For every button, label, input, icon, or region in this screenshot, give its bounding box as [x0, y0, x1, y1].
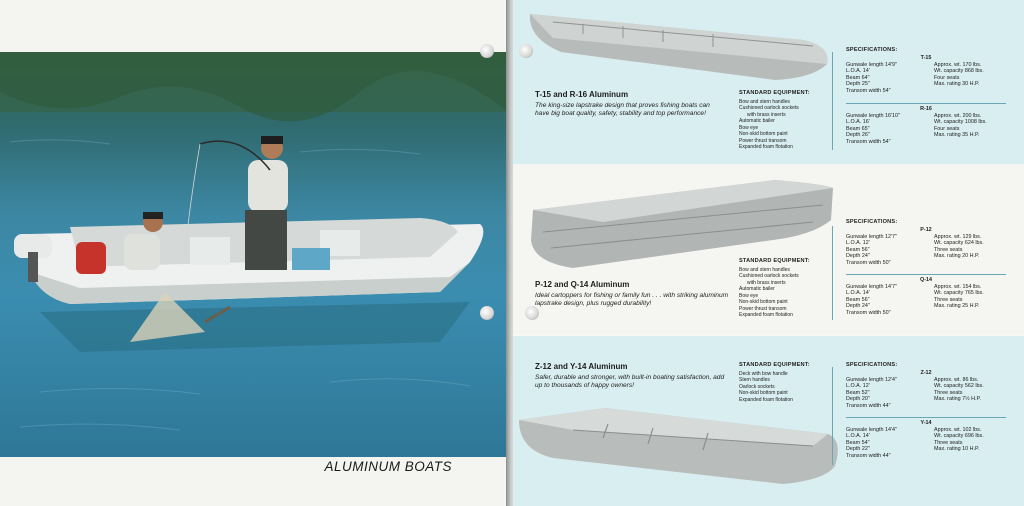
equipment-item: Bow eye — [739, 124, 759, 131]
spec-block-p12 — [846, 227, 1006, 267]
section-description: Ideal cartoppers for fishing or family fun . . . with striking aluminum lapstrake design, plus rugged durability! — [535, 292, 729, 308]
standard-equipment-heading: STANDARD EQUIPMENT: — [739, 362, 810, 368]
spec-line: Gunwale length 12'7" — [846, 233, 897, 240]
spec-line: Depth 22" — [846, 446, 870, 453]
standard-equipment-list — [739, 90, 835, 151]
equipment-item: Deck with bow handle — [739, 370, 788, 377]
equipment-item: Stern handles — [739, 377, 770, 383]
divider — [846, 274, 1006, 275]
spec-line: Gunwale length 14'7" — [846, 283, 897, 290]
model-code: T-15 — [920, 55, 932, 61]
equipment-item: with brass inserts — [747, 279, 786, 286]
spec-line: Depth 24" — [846, 253, 870, 260]
specifications-heading: SPECIFICATIONS: — [846, 219, 898, 225]
section-description: The king-size lapstrake design that proves fishing boats can have big boat quality, safety, stability and top performance! — [535, 102, 710, 118]
spec-line: Three seats — [934, 246, 963, 253]
spec-line: Four seats — [934, 74, 960, 81]
spec-line: Max. rating 10 H.P. — [934, 446, 980, 453]
model-code: Q-14 — [920, 277, 932, 283]
spec-line: Max. rating 7½ H.P. — [934, 396, 981, 403]
binder-hole — [480, 306, 494, 320]
spec-line: Approx. wt. 154 lbs. — [934, 283, 982, 290]
equipment-item: with brass inserts — [747, 111, 786, 118]
spec-line: L.O.A. 14' — [846, 290, 870, 297]
divider — [832, 367, 833, 465]
spec-line: Gunwale length 14'9" — [846, 61, 897, 68]
equipment-item: Bow eye — [739, 292, 759, 299]
spec-line: Transom width 44" — [846, 452, 891, 459]
spec-line: L.O.A. 14' — [846, 68, 870, 75]
spec-line: Approx. wt. 129 lbs. — [934, 233, 982, 240]
spec-line: Max. rating 35 H.P. — [934, 132, 980, 139]
equipment-item: Cushioned oarlock sockets — [739, 273, 799, 279]
spec-line: Depth 25" — [846, 81, 870, 88]
left-page — [0, 0, 508, 506]
standard-equipment-list — [739, 362, 835, 403]
divider — [846, 417, 1006, 418]
specifications-heading: SPECIFICATIONS: — [846, 47, 898, 53]
spec-block-z12 — [846, 370, 1006, 410]
spec-line: Wt. capacity 1008 lbs. — [934, 119, 987, 126]
spec-line: L.O.A. 12' — [846, 383, 870, 390]
spec-line: Depth 20" — [846, 396, 870, 403]
spec-block-t15 — [846, 55, 1006, 95]
spec-block-q14 — [846, 277, 1006, 317]
boat-p12-q14-image — [531, 180, 833, 268]
section-title: Z-12 and Y-14 Aluminum — [535, 362, 628, 371]
spec-line: Beam 56" — [846, 246, 870, 253]
spec-line: Gunwale length 12'4" — [846, 376, 897, 383]
spec-line: Approx. wt. 170 lbs. — [934, 61, 982, 68]
spec-line: Three seats — [934, 389, 963, 396]
spec-line: Wt. capacity 696 lbs. — [934, 433, 984, 440]
spec-line: Gunwale length 16'10" — [846, 112, 900, 119]
model-code: Z-12 — [920, 370, 932, 376]
spec-line: Three seats — [934, 296, 963, 303]
spec-line: Approx. wt. 200 lbs. — [934, 112, 982, 119]
model-code: R-16 — [920, 106, 932, 112]
right-page — [513, 0, 1024, 506]
spec-line: Approx. wt. 86 lbs. — [934, 376, 979, 383]
equipment-item: Automatic bailer — [739, 286, 775, 292]
equipment-item: Expanded foam flotation — [739, 312, 793, 318]
spec-line: Beam 54" — [846, 439, 870, 446]
spec-line: Beam 52" — [846, 389, 870, 396]
model-code: Y-14 — [920, 420, 932, 426]
specifications-heading: SPECIFICATIONS: — [846, 362, 898, 368]
spec-line: Three seats — [934, 439, 963, 446]
spec-block-y14 — [846, 420, 1006, 460]
spec-line: Wt. capacity 624 lbs. — [934, 240, 984, 247]
equipment-item: Bow and stern handles — [739, 98, 790, 105]
section-description: Safer, durable and stronger, with built-in boating satisfaction, add up to thousands of happy owners! — [535, 374, 725, 390]
equipment-item: Cushioned oarlock sockets — [739, 105, 799, 111]
spec-line: Depth 24" — [846, 303, 870, 310]
spec-line: Gunwale length 14'4" — [846, 426, 897, 433]
spec-line: Beam 56" — [846, 296, 870, 303]
spec-line: Four seats — [934, 125, 960, 132]
equipment-item: Expanded foam flotation — [739, 144, 793, 150]
spec-line: Transom width 50" — [846, 259, 891, 266]
equipment-item: Power thrust transom — [739, 305, 787, 312]
equipment-item: Non-skid bottom paint — [739, 390, 788, 396]
spec-line: Transom width 54" — [846, 87, 891, 94]
spec-line: Transom width 44" — [846, 402, 891, 409]
divider — [846, 103, 1006, 104]
boat-t15-r16-image — [530, 14, 828, 80]
spec-line: Transom width 54" — [846, 138, 891, 145]
spec-line: Wt. capacity 765 lbs. — [934, 290, 984, 297]
section-title: P-12 and Q-14 Aluminum — [535, 280, 630, 289]
fishing-boat-photo — [0, 52, 508, 457]
divider — [832, 226, 833, 320]
section-title: T-15 and R-16 Aluminum — [535, 90, 629, 99]
page-caption: ALUMINUM BOATS — [324, 459, 452, 474]
boat-z12-y14-image — [519, 408, 838, 484]
equipment-item: Oarlock sockets — [739, 383, 775, 390]
standard-equipment-list — [739, 258, 835, 319]
lake-scene-illustration — [0, 52, 508, 457]
equipment-item: Automatic bailer — [739, 118, 775, 124]
spec-line: Wt. capacity 562 lbs. — [934, 383, 984, 390]
spec-line: Max. rating 20 H.P. — [934, 253, 980, 260]
equipment-item: Non-skid bottom paint — [739, 299, 788, 305]
equipment-item: Non-skid bottom paint — [739, 131, 788, 137]
spec-line: Beam 64" — [846, 74, 870, 81]
binder-hole — [480, 44, 494, 58]
spec-block-r16 — [846, 106, 1006, 146]
spec-line: L.O.A. 16' — [846, 119, 870, 126]
spec-line: Approx. wt. 102 lbs. — [934, 426, 982, 433]
equipment-item: Power thrust transom — [739, 137, 787, 144]
spec-line: Depth 26" — [846, 132, 870, 139]
equipment-item: Expanded foam flotation — [739, 396, 793, 403]
spec-line: L.O.A. 14' — [846, 433, 870, 440]
divider — [832, 52, 833, 150]
standard-equipment-heading: STANDARD EQUIPMENT: — [739, 90, 810, 96]
spec-line: Beam 65" — [846, 125, 870, 132]
spec-line: Max. rating 30 H.P. — [934, 81, 980, 88]
model-code: P-12 — [920, 227, 932, 233]
spec-line: Max. rating 25 H.P. — [934, 303, 980, 310]
spec-line: Wt. capacity 868 lbs. — [934, 68, 984, 75]
equipment-item: Bow and stern handles — [739, 266, 790, 273]
spec-line: L.O.A. 12' — [846, 240, 870, 247]
spec-line: Transom width 50" — [846, 309, 891, 316]
standard-equipment-heading: STANDARD EQUIPMENT: — [739, 258, 810, 264]
